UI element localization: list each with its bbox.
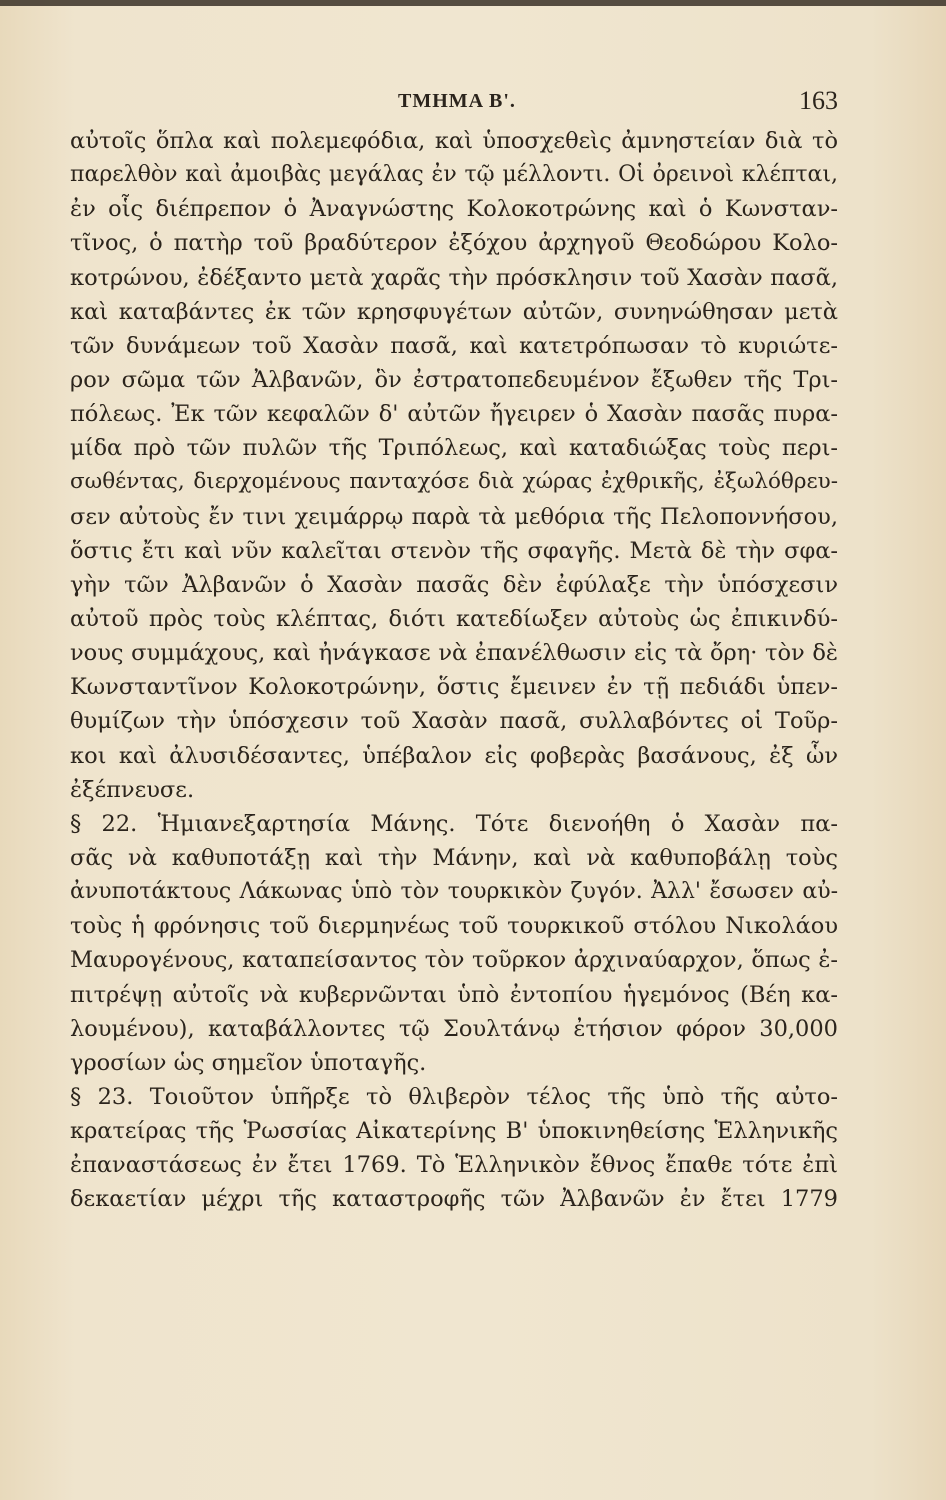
page-number: 163 — [799, 86, 838, 115]
text-line: ἐπαναστάσεως ἐν ἔτει 1769. Τὸ Ἑλληνικὸν ἔθνος ἔπαθε τότε ἐπὶ — [70, 1152, 838, 1179]
text-line: κοι καὶ ἀλυσιδέσαντες, ὑπέβαλον εἰς φοβερὰς βασάνους, ἐξ ὧν — [70, 742, 838, 769]
text-line: γροσίων ὡς σημεῖον ὑποταγῆς. — [70, 1049, 427, 1076]
text-line: θυμίζων τὴν ὑπόσχεσιν τοῦ Χασὰν πασᾶ, συλλαβόντες οἱ Τοῦρ- — [70, 708, 838, 735]
text-line: αὐτοῦ πρὸς τοὺς κλέπτας, διότι κατεδίωξεν αὐτοὺς ὡς ἐπικινδύ- — [70, 605, 838, 632]
text-line: μίδα πρὸ τῶν πυλῶν τῆς Τριπόλεως, καὶ καταδιώξας τοὺς περι- — [70, 435, 838, 462]
text-line: γὴν τῶν Ἀλβανῶν ὁ Χασὰν πασᾶς δὲν ἐφύλαξε τὴν ὑπόσχεσιν — [70, 571, 838, 598]
section-heading-line: § 22. Ἡμιανεξαρτησία Μάνης. Τότε διενοήθη ὁ Χασὰν πα- — [70, 810, 838, 837]
page-top-edge — [0, 0, 946, 6]
text-line: λουμένου), καταβάλλοντες τῷ Σουλτάνῳ ἐτήσιον φόρον 30,000 — [70, 1015, 838, 1042]
text-line: κοτρώνου, ἐδέξαντο μετὰ χαρᾶς τὴν πρόσκλησιν τοῦ Χασὰν πασᾶ, — [70, 264, 838, 291]
text-line: σᾶς νὰ καθυποτάξῃ καὶ τὴν Μάνην, καὶ νὰ καθυποβάλῃ τοὺς — [70, 844, 838, 871]
text-line: Μαυρογένους, καταπείσαντος τὸν τοῦρκον ἀρχιναύαρχον, ὅπως ἐ- — [70, 947, 838, 974]
running-title: ΤΜΗΜΑ Β'. — [398, 90, 516, 112]
page-header — [70, 86, 838, 120]
text-line: νους συμμάχους, καὶ ἠνάγκασε νὰ ἐπανέλθωσιν εἰς τὰ ὄρη· τὸν δὲ — [70, 640, 838, 667]
text-line: σωθέντας, διερχομένους πανταχόσε διὰ χώρας ἐχθρικῆς, ἐξωλόθρευ- — [70, 469, 838, 495]
text-line: σεν αὐτοὺς ἔν τινι χειμάρρῳ παρὰ τὰ μεθόρια τῆς Πελοποννήσου, — [70, 503, 838, 530]
text-line: δεκαετίαν μέχρι τῆς καταστροφῆς τῶν Ἀλβανῶν ἐν ἔτει 1779 — [70, 1186, 838, 1213]
text-line: ἀνυποτάκτους Λάκωνας ὑπὸ τὸν τουρκικὸν ζυγόν. Ἀλλ' ἔσωσεν αὐ- — [70, 879, 838, 905]
text-line: ἐν οἷς διέπρεπον ὁ Ἀναγνώστης Κολοκοτρώνης καὶ ὁ Κωνσταν- — [70, 196, 838, 223]
text-line: αὐτοῖς ὅπλα καὶ πολεμεφόδια, καὶ ὑποσχεθεὶς ἀμνηστείαν διὰ τὸ — [70, 128, 838, 154]
text-line: τῖνος, ὁ πατὴρ τοῦ βραδύτερον ἐξόχου ἀρχηγοῦ Θεοδώρου Κολο- — [70, 230, 838, 257]
text-line: πόλεως. Ἐκ τῶν κεφαλῶν δ' αὐτῶν ἤγειρεν ὁ Χασὰν πασᾶς πυρα- — [70, 401, 838, 428]
section-heading-line: § 23. Τοιοῦτον ὑπῆρξε τὸ θλιβερὸν τέλος τῆς ὑπὸ τῆς αὐτο- — [70, 1083, 838, 1110]
text-line: τοὺς ἡ φρόνησις τοῦ διερμηνέως τοῦ τουρκικοῦ στόλου Νικολάου — [70, 913, 838, 940]
text-line: παρελθὸν καὶ ἀμοιβὰς μεγάλας ἐν τῷ μέλλοντι. Οἱ ὀρεινοὶ κλέπται, — [70, 162, 838, 188]
text-line: ρον σῶμα τῶν Ἀλβανῶν, ὃν ἐστρατοπεδευμένον ἔξωθεν τῆς Τρι- — [70, 366, 838, 393]
text-line: καὶ καταβάντες ἐκ τῶν κρησφυγέτων αὐτῶν, συνηνώθησαν μετὰ — [70, 298, 838, 325]
text-line: κρατείρας τῆς Ῥωσσίας Αἰκατερίνης Β' ὑποκινηθείσης Ἑλληνικῆς — [70, 1118, 838, 1145]
body-text — [70, 124, 838, 1217]
text-line: πιτρέψῃ αὐτοῖς νὰ κυβερνῶνται ὑπὸ ἐντοπίου ἡγεμόνος (Βέη κα- — [70, 981, 838, 1008]
text-line: τῶν δυνάμεων τοῦ Χασὰν πασᾶ, καὶ κατετρόπωσαν τὸ κυριώτε- — [70, 332, 838, 359]
text-line: Κωνσταντῖνον Κολοκοτρώνην, ὅστις ἔμεινεν ἐν τῇ πεδιάδι ὑπεν- — [70, 674, 838, 701]
text-line: ἐξέπνευσε. — [70, 776, 195, 803]
text-line: ὅστις ἔτι καὶ νῦν καλεῖται στενὸν τῆς σφαγῆς. Μετὰ δὲ τὴν σφα- — [70, 537, 838, 564]
